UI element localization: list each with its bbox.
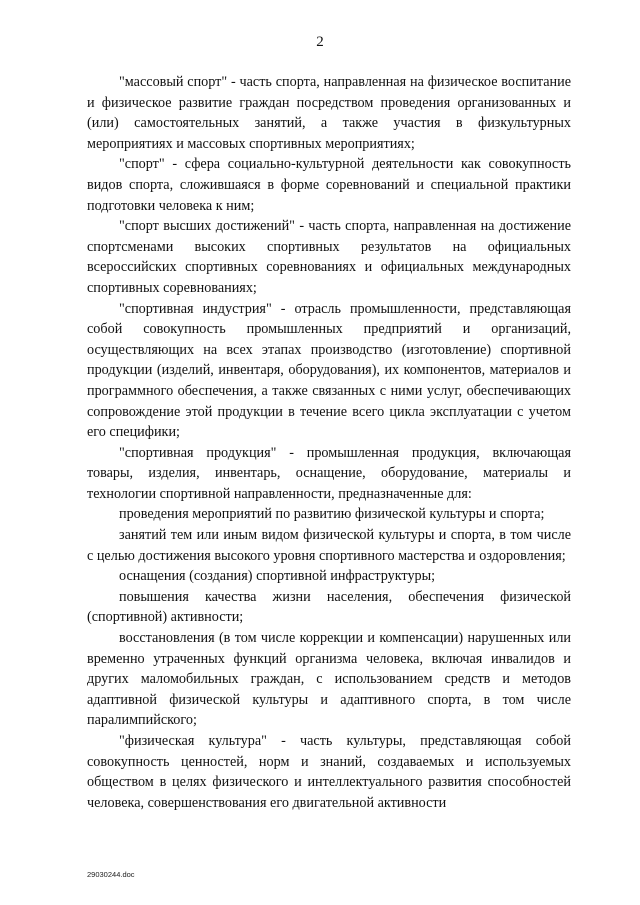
list-item-quality-of-life: повышения качества жизни населения, обеспечения физической (спортивной) активности; bbox=[87, 588, 571, 626]
paragraph-sports-industry: "спортивная индустрия" - отрасль промышленности, представляющая собой совокупность промышленных предприятий и организаций, осуществляющих на всех этапах производство (изготовление) спортивной продукции (изделий, инвентаря, оборудования), их компонентов, материалов и программного обеспечения, а также связанных с ними услуг, обеспечивающих сопровождение этой продукции в течение всего цикла эксплуатации с учетом его специфики; bbox=[87, 300, 571, 441]
footer-filename: 29030244.doc bbox=[87, 870, 135, 879]
paragraph-physical-culture: "физическая культура" - часть культуры, представляющая собой совокупность ценностей, норм и знаний, создаваемых и используемых обществом в целях физического и интеллектуального развития способностей человека, совершенствования его двигательной активности bbox=[87, 733, 571, 811]
list-item-events: проведения мероприятий по развитию физической культуры и спорта; bbox=[119, 506, 545, 523]
list-item-training: занятий тем или иным видом физической культуры и спорта, в том числе с целью достижения высокого уровня спортивного мастерства и оздоровления; bbox=[87, 527, 571, 564]
document-body bbox=[87, 72, 571, 813]
paragraph-sport: "спорт" - сфера социально-культурной деятельности как совокупность видов спорта, сложившаяся в форме соревнований и специальной практики подготовки человека к ним; bbox=[87, 156, 571, 214]
list-item-rehabilitation: восстановления (в том числе коррекции и компенсации) нарушенных или временно утраченных функций организма человека, включая инвалидов и других маломобильных граждан, с использованием средств и методов адаптивной физической культуры и адаптивного спорта, в том числе паралимпийского; bbox=[87, 630, 571, 729]
paragraph-high-performance-sport: "спорт высших достижений" - часть спорта, направленная на достижение спортсменами высоких спортивных результатов на официальных всероссийских спортивных соревнованиях и официальных международных спортивных соревнованиях; bbox=[87, 218, 571, 296]
list-item-infrastructure: оснащения (создания) спортивной инфраструктуры; bbox=[119, 568, 436, 585]
page-number: 2 bbox=[316, 34, 324, 50]
paragraph-sports-products: "спортивная продукция" - промышленная продукция, включающая товары, изделия, инвентарь, оснащение, оборудование, материалы и технологии спортивной направленности, предназначенные для: bbox=[87, 444, 571, 502]
paragraph-mass-sport: "массовый спорт" - часть спорта, направленная на физическое воспитание и физическое развитие граждан посредством проведения организованных и (или) самостоятельных занятий, а также участия в физкультурных мероприятиях и массовых спортивных мероприятиях; bbox=[87, 74, 571, 152]
